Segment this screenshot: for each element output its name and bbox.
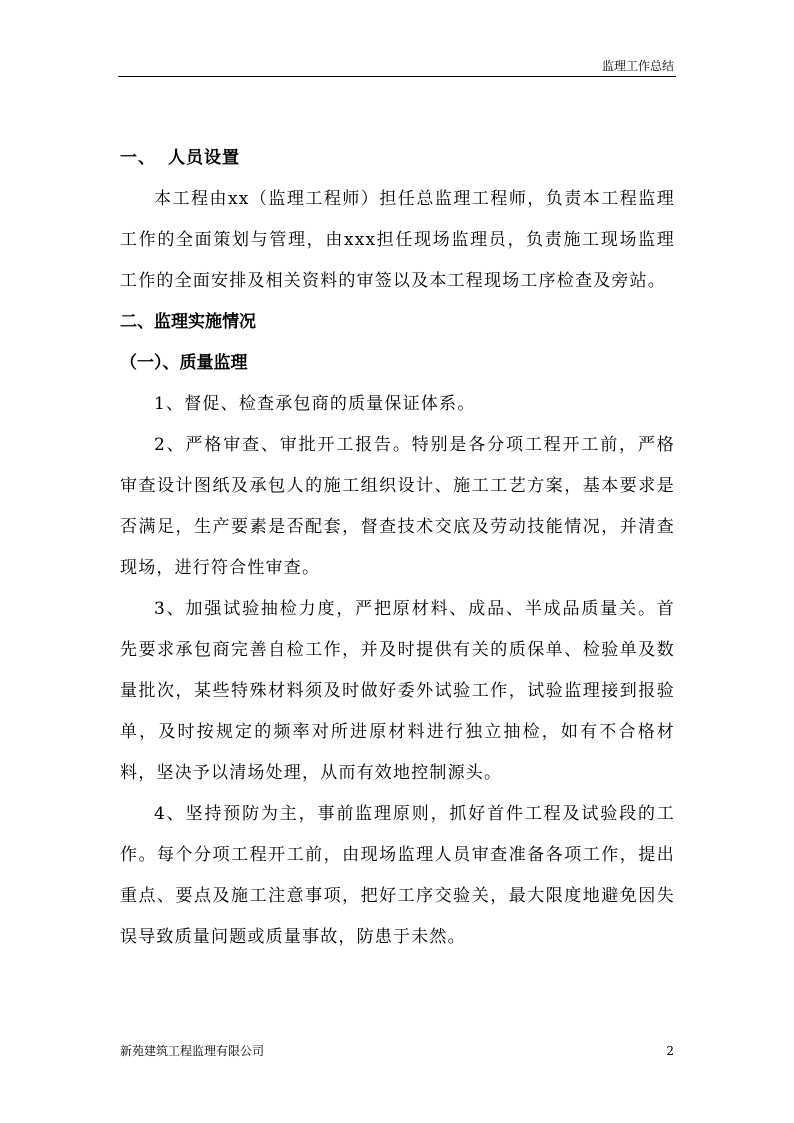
subsection-heading-quality: （一）、质量监理 xyxy=(120,353,248,373)
document-body xyxy=(120,138,675,958)
section-heading-implementation: 二、监理实施情况 xyxy=(120,312,256,332)
paragraph-item-2: 2、严格审查、审批开工报告。特别是各分项工程开工前，严格审查设计图纸及承包人的施工组织设计、施工工艺方案，基本要求是否满足，生产要素是否配套，督查技术交底及劳动技能情况，并清查现场，进行符合性审查。 xyxy=(120,435,675,578)
page-number: 2 xyxy=(666,1044,674,1058)
footer-company: 新苑建筑工程监理有限公司 xyxy=(120,1044,265,1058)
paragraph-item-4: 4、坚持预防为主，事前监理原则，抓好首件工程及试验段的工作。每个分项工程开工前，由现场监理人员审查准备各项工作，提出重点、要点及施工注意事项，把好工序交验关，最大限度地避免因失误导致质量问题或质量事故，防患于未然。 xyxy=(120,804,675,947)
section-heading-text: 人员设置 xyxy=(168,148,240,168)
header-divider xyxy=(118,76,676,77)
paragraph-personnel: 本工程由xx（监理工程师）担任总监理工程师，负责本工程监理工作的全面策划与管理，由xxx担任现场监理员，负责施工现场监理工作的全面安排及相关资料的审签以及本工程现场工序检查及旁站。 xyxy=(120,189,675,291)
section-number: 一、 xyxy=(120,148,156,168)
paragraph-item-3: 3、加强试验抽检力度，严把原材料、成品、半成品质量关。首先要求承包商完善自检工作，并及时提供有关的质保单、检验单及数量批次，某些特殊材料须及时做好委外试验工作，试验监理接到报验单，及时按规定的频率对所进原材料进行独立抽检，如有不合格材料，坚决予以清场处理，从而有效地控制源头。 xyxy=(120,599,675,783)
running-header-title: 监理工作总结 xyxy=(601,59,674,73)
section-heading-personnel xyxy=(120,138,675,179)
paragraph-item-1: 1、督促、检查承包商的质量保证体系。 xyxy=(154,394,476,414)
